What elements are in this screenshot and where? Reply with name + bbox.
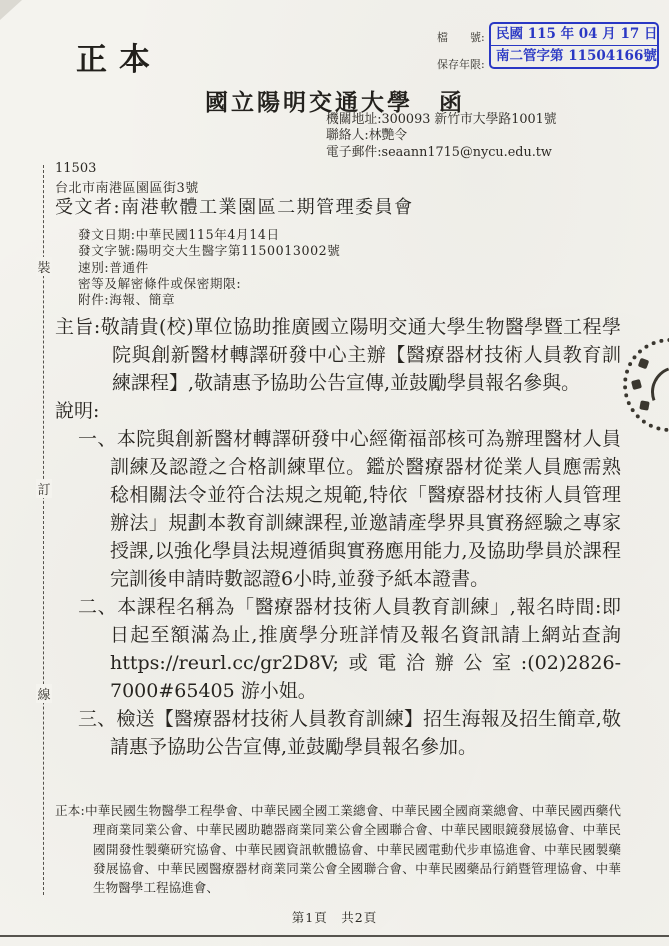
description-label: 說明: bbox=[55, 400, 100, 422]
agency-info-block bbox=[326, 112, 557, 161]
binding-mark-ding: 訂 bbox=[36, 479, 52, 498]
cc-list: 中華民國生物醫學工程學會、中華民國全國工業總會、中華民國全國商業總會、中華民國西藥代理商業同業公會、中華民國助聽器商業同業公會全國聯合會、中華民國眼鏡發展協會、中華民國開發性製藥研究協會、中華民國資訊軟體協會、中華民國電動代步車協進會、中華民國製藥發展協會、中華民國醫療器材商業同業公會全國聯合會、中華民國藥品行銷暨管理協會、中華生物醫學工程協進會、 bbox=[84, 803, 621, 896]
item-number: 一、 bbox=[78, 428, 117, 450]
cc-label: 正本: bbox=[55, 803, 85, 818]
copy-type-label: 正本 bbox=[76, 42, 162, 78]
item-number: 二、 bbox=[78, 596, 118, 618]
receipt-stamp-box bbox=[489, 22, 659, 69]
subject-paragraph bbox=[55, 313, 621, 397]
original-copy-recipients bbox=[55, 801, 621, 897]
agency-address: 機關地址:300093 新竹市大學路1001號 bbox=[326, 112, 557, 127]
scan-corner-artifact bbox=[0, 0, 22, 20]
issue-date: 發文日期:中華民國115年4月14日 bbox=[78, 227, 280, 242]
binding-mark-zhuang: 裝 bbox=[36, 257, 52, 276]
document-title: 國立陽明交通大學 函 bbox=[205, 89, 465, 116]
document-body bbox=[55, 313, 621, 761]
partial-circular-seal-stamp bbox=[623, 338, 669, 432]
agency-email: 電子郵件:seaann1715@nycu.edu.tw bbox=[326, 144, 552, 160]
seal-glyph-mark bbox=[631, 379, 642, 390]
subject-text: 敬請貴(校)單位協助推廣國立陽明交通大學生物醫學暨工程學院與創新醫材轉譯研發中心主辦【醫療器材技術人員教育訓練課程】,敬請惠予協助公告宣傳,並鼓勵學員報名參與。 bbox=[100, 316, 622, 394]
description-item-2 bbox=[55, 593, 621, 705]
priority: 速別:普通件 bbox=[78, 259, 149, 275]
scan-bottom-edge bbox=[0, 935, 669, 937]
recipient-zip: 11503 bbox=[55, 161, 97, 176]
item-text: 檢送【醫療器材技術人員教育訓練】招生海報及招生簡章,敬請惠予協助公告宣傳,並鼓勵學員報名參加。 bbox=[110, 708, 621, 758]
item-text: 本課程名稱為「醫療器材技術人員教育訓練」,報名時間:即日起至額滿為止,推廣學分班詳情及報名資訊請上網站查詢 https://reurl.cc/gr2D8V;或電洽辦公室:(02)2826-7000#65405 游小姐。 bbox=[110, 596, 621, 702]
classification: 密等及解密條件或保密期限: bbox=[78, 275, 242, 291]
file-number-label: 檔 號: bbox=[437, 31, 485, 44]
receipt-stamp-ref-suffix: 號 bbox=[643, 48, 657, 64]
receipt-stamp-ref-number: 南二管字第 11504166 bbox=[496, 48, 644, 64]
recipient-line: 受文者:南港軟體工業園區二期管理委員會 bbox=[55, 197, 414, 218]
page-number-footer: 第1頁 共2頁 bbox=[291, 910, 378, 925]
receipt-stamp-ref bbox=[491, 46, 657, 67]
receipt-stamp-date: 民國 115 年 04 月 17 日 bbox=[491, 24, 657, 46]
seal-glyph-mark bbox=[639, 400, 649, 410]
binding-mark-xian: 線 bbox=[36, 684, 52, 703]
agency-contact: 聯絡人:林艷令 bbox=[326, 128, 408, 144]
description-item-1 bbox=[55, 425, 621, 593]
issue-number: 發文字號:陽明交大生醫字第1150013002號 bbox=[78, 243, 341, 259]
subject-label: 主旨: bbox=[55, 316, 101, 338]
document-meta-block bbox=[78, 227, 341, 308]
attachments: 附件:海報、簡章 bbox=[78, 292, 176, 308]
item-number: 三、 bbox=[78, 708, 117, 730]
recipient-address: 台北市南港區園區街3號 bbox=[55, 181, 199, 196]
seal-glyph-mark bbox=[638, 358, 650, 370]
description-item-3 bbox=[55, 705, 621, 761]
retention-period-label: 保存年限: bbox=[437, 58, 485, 71]
item-text: 本院與創新醫材轉譯研發中心經衛福部核可為辦理醫材人員訓練及認證之合格訓練單位。鑑於醫療器材從業人員應需熟稔相關法令並符合法規之規範,特依「醫療器材技術人員管理辦法」規劃本教育訓練課程,並邀請產學界具實務經驗之專家授課,以強化學員法規遵循與實務應用能力,及協助學員於課程完訓後申請時數認證6小時,並發予紙本證書。 bbox=[110, 428, 621, 590]
